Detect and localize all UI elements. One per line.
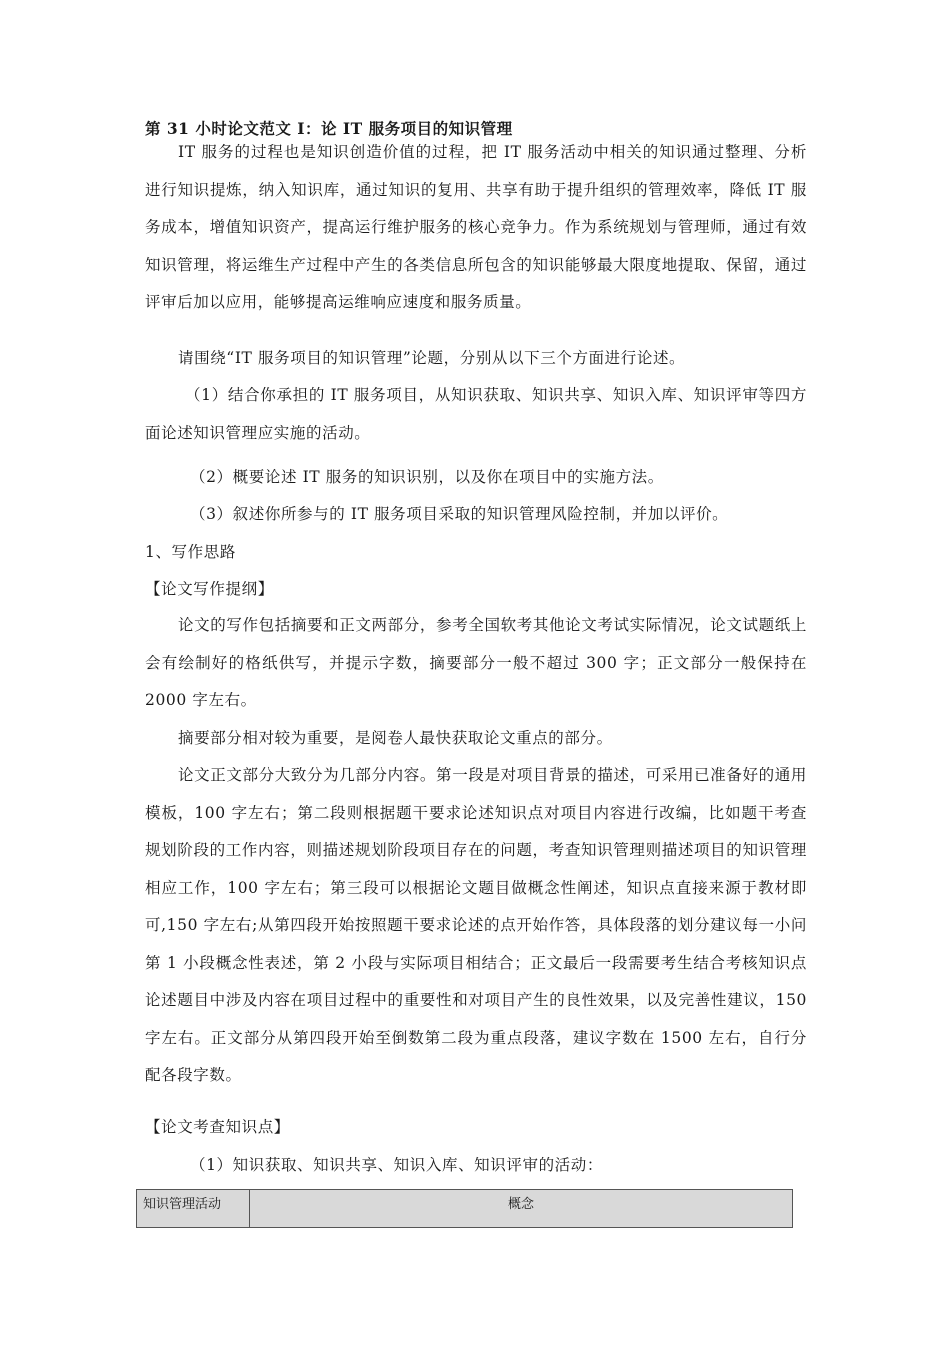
table-header-activity: 知识管理活动 [137, 1190, 250, 1228]
knowledge-item-1: （1）知识获取、知识共享、知识入库、知识评审的活动： [190, 1156, 603, 1174]
document-title: 第 31 小时论文范文 I：论 IT 服务项目的知识管理 [145, 119, 513, 138]
outline-paragraph-2: 摘要部分相对较为重要，是阅卷人最快获取论文重点的部分。 [178, 729, 613, 747]
prompt-paragraph: 请围绕“IT 服务项目的知识管理”论题，分别从以下三个方面进行论述。 [178, 349, 686, 367]
table-header-row [137, 1190, 793, 1228]
outline-paragraph-3: 论文正文部分大致分为几部分内容。第一段是对项目背景的描述，可采用已准备好的通用模板，100 字左右；第二段则根据题干要求论述知识点对项目内容进行改编，比如题干考查规划阶段的工作内容，则描述规划阶段项目存在的问题，考查知识管理则描述项目的知识管理相应工作，100 字左右；第三段可以根据论文题目做概念性阐述，知识点直接来源于教材即可,150 字左右;从第四段开始按照题干要求论述的点开始作答，具体段落的划分建议每一小问第 1 小段概念性表述，第 2 小段与实际项目相结合；正文最后一段需要考生结合考核知识点论述题目中涉及内容在项目过程中的重要性和对项目产生的良性效果，以及完善性建议，150 字左右。正文部分从第四段开始至倒数第二段为重点段落，建议字数在 1500 左右，自行分配各段字数。 [145, 766, 807, 1084]
section-1-heading: 1、写作思路 [145, 543, 236, 561]
intro-paragraph: IT 服务的过程也是知识创造价值的过程，把 IT 服务活动中相关的知识通过整理、分析进行知识提炼，纳入知识库，通过知识的复用、共享有助于提升组织的管理效率，降低 IT 服务成本，增值知识资产，提高运行维护服务的核心竞争力。作为系统规划与管理师，通过有效知识管理，将运维生产过程中产生的各类信息所包含的知识能够最大限度地提取、保留，通过评审后加以应用，能够提高运维响应速度和服务质量。 [145, 143, 807, 311]
question-2: （2）概要论述 IT 服务的知识识别，以及你在项目中的实施方法。 [190, 468, 664, 486]
outline-paragraph-1: 论文的写作包括摘要和正文两部分，参考全国软考其他论文考试实际情况，论文试题纸上会有绘制好的格纸供写，并提示字数，摘要部分一般不超过 300 字；正文部分一般保持在 2000 字左右。 [145, 616, 807, 709]
question-1: （1）结合你承担的 IT 服务项目，从知识获取、知识共享、知识入库、知识评审等四方面论述知识管理应实施的活动。 [145, 386, 807, 442]
question-3: （3）叙述你所参与的 IT 服务项目采取的知识管理风险控制，并加以评价。 [190, 505, 729, 523]
knowledge-table [136, 1189, 793, 1228]
outline-heading: 【论文写作提纲】 [145, 580, 274, 598]
knowledge-heading: 【论文考查知识点】 [145, 1118, 290, 1136]
table-header-concept: 概念 [250, 1190, 793, 1228]
